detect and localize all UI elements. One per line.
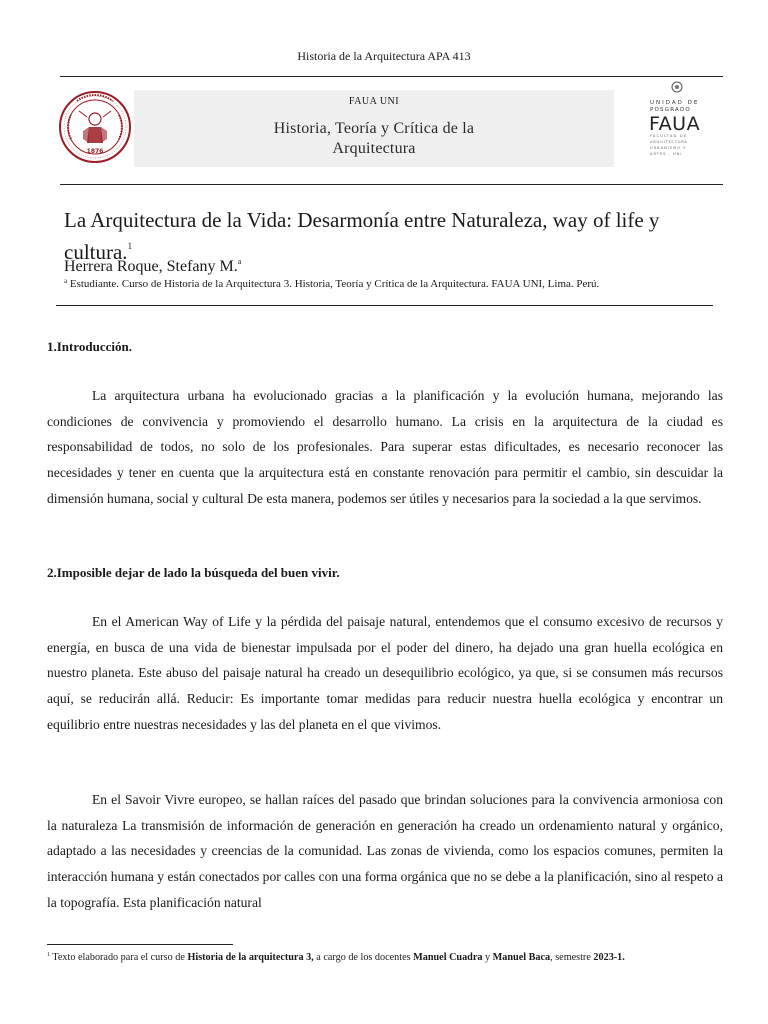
affiliation-text: Estudiante. Curso de Historia de la Arquitectura 3. Historia, Teoría y Crítica de la Arquitectura. FAUA UNI, Lima. Perú. — [69, 278, 600, 290]
running-head: Historia de la Arquitectura APA 413 — [297, 49, 471, 63]
footnote — [47, 952, 727, 963]
faua-posgrado-logo — [646, 78, 710, 160]
svg-text:UNIDAD DE: UNIDAD DE — [650, 100, 700, 106]
banner-course-line1: Historia, Teoría y Crítica de la — [273, 120, 475, 137]
svg-text:1876: 1876 — [86, 148, 104, 155]
savoir-vivre-paragraph — [47, 787, 723, 916]
author-name — [64, 257, 241, 276]
author-name-text: Herrera Roque, Stefany M. — [64, 258, 238, 275]
footnote-semester: 2023-1. — [593, 952, 625, 963]
header-rule-middle — [60, 184, 723, 185]
banner-course-line2: Arquitectura — [332, 140, 416, 157]
footnote-text-2: a cargo de los docentes — [313, 952, 414, 963]
svg-text:FAUA: FAUA — [649, 113, 701, 135]
svg-text:URBANISMO Y: URBANISMO Y — [650, 146, 687, 150]
header-rule-top — [60, 76, 723, 77]
author-affil-mark: a — [237, 257, 242, 266]
intro-paragraph — [47, 383, 723, 512]
footnote-text-4: , semestre — [550, 952, 594, 963]
svg-text:POSGRADO: POSGRADO — [650, 107, 691, 113]
footnote-mark: 1 — [47, 952, 50, 958]
affiliation-mark: a — [64, 277, 68, 285]
title-footnote-mark: 1 — [127, 241, 133, 251]
savoir-vivre-paragraph-text: En el Savoir Vivre europeo, se hallan raíces del pasado que brindan soluciones para la convivencia armoniosa con la naturaleza La transmisión de información de generación en generación ha creado un ordenamiento natural y orgánico, adaptado a las necesidades y creencias de la comunidad. Las zonas de vivienda, como los espacios comunes, permiten la interacción humana y están conectados por calles con una forma orgánica que no se debe a la planificación, sino al respeto a la topografía. Esta planificación natural — [47, 792, 723, 910]
header-rule-bottom — [56, 305, 713, 306]
footnote-teacher-2: Manuel Baca — [492, 952, 551, 963]
footnote-course-name: Historia de la arquitectura 3, — [187, 952, 314, 963]
author-affiliation — [64, 277, 599, 290]
banner-course-title — [134, 119, 614, 159]
paper-title-line1: La Arquitectura de la Vida: Desarmonía entre Naturaleza, way of life y — [64, 208, 660, 232]
paper-title-line2: cultura. — [64, 240, 128, 264]
footnote-text-1: Texto elaborado para el curso de — [52, 952, 188, 963]
intro-paragraph-text: La arquitectura urbana ha evolucionado gracias a la planificación y la evolución humana, mejorando las condiciones de convivencia y promoviendo el desarrollo humano. La crisis en la arquitectura de la ciudad es responsabilidad de todos, no solo de los profesionales. Para superar estas dificultades, es necesario reconocer las necesidades y tener en cuenta que la arquitectura está en constante renovación para permitir el cambio, sin descuidar la dimensión humana, social y cultural De esta manera, podemos ser útiles y necesarios para la sociedad a la que servimos. — [47, 388, 723, 506]
course-banner — [134, 90, 614, 167]
svg-text:ARTES - UNI: ARTES - UNI — [650, 152, 683, 156]
american-way-paragraph — [47, 609, 723, 738]
footnote-teacher-1: Manuel Cuadra — [413, 952, 483, 963]
svg-text:FACULTAD DE: FACULTAD DE — [650, 134, 688, 138]
section-heading-buen-vivir: 2.Imposible dejar de lado la búsqueda del buen vivir. — [47, 565, 340, 580]
uni-seal-logo — [57, 87, 133, 167]
banner-faculty: FAUA UNI — [348, 96, 400, 107]
american-way-paragraph-text: En el American Way of Life y la pérdida del paisaje natural, entendemos que el consumo excesivo de recursos y energía, en busca de una vida de bienestar impulsada por el poder del dinero, ha dejado una gran huella ecológica en nuestro planeta. Este abuso del paisaje natural ha creado un desequilibrio ecológico, ya que, si se consumen más recursos aquí, se reducirán allá. Reducir: Es importante tomar medidas para reducir nuestra huella ecológica y encontrar un equilibrio entre nuestras necesidades y las del planeta en el que vivimos. — [47, 614, 723, 732]
section-heading-intro: 1.Introducción. — [47, 339, 132, 354]
footnote-text-3: y — [482, 952, 493, 963]
svg-text:ARQUITECTURA: ARQUITECTURA — [650, 140, 688, 144]
footnote-rule — [47, 944, 233, 945]
